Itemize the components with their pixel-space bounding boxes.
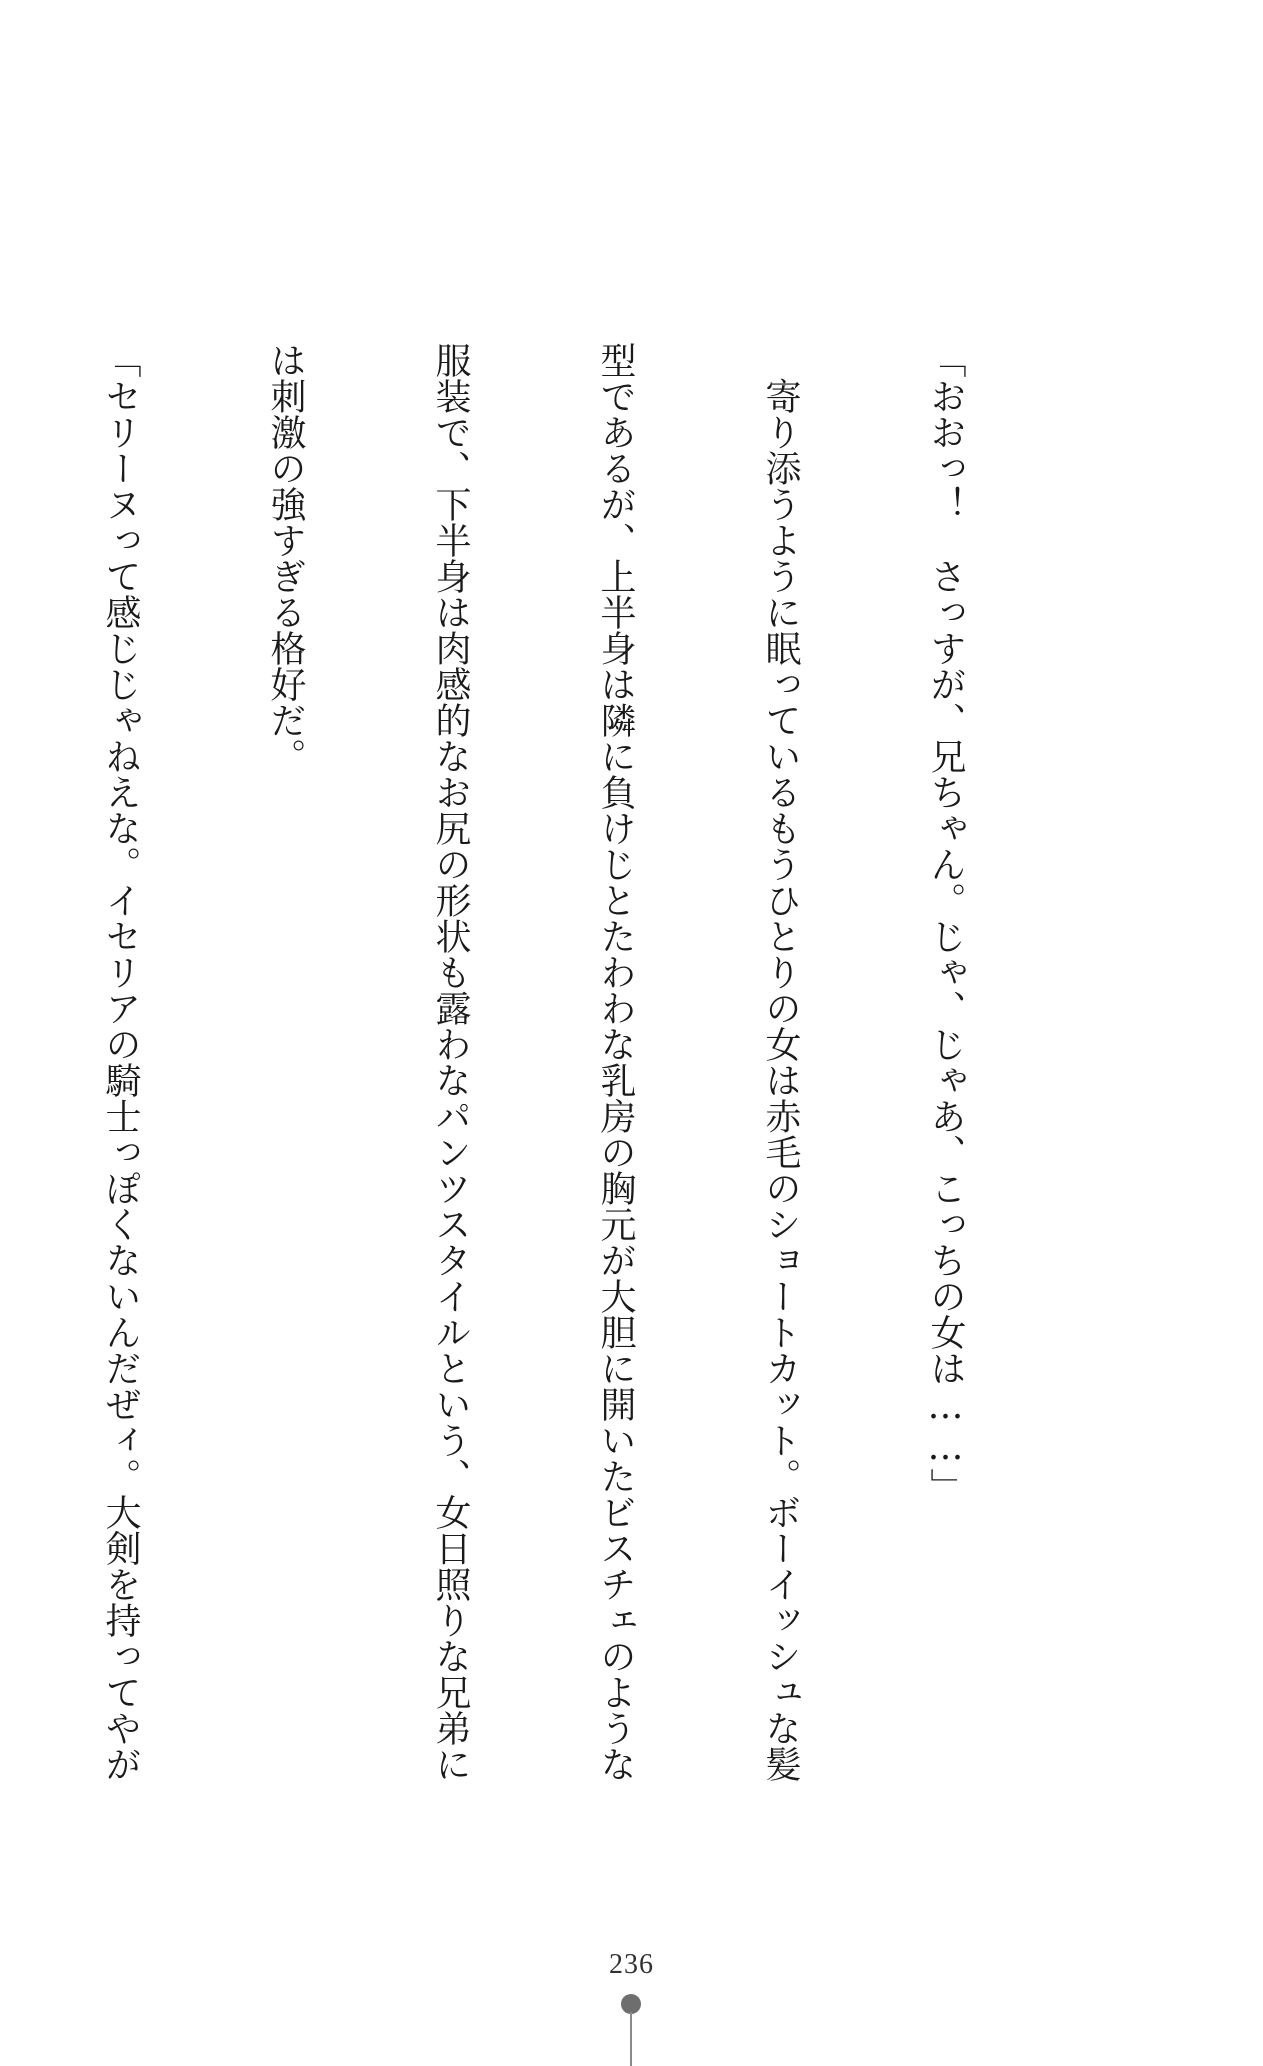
page-marker-line [630, 2012, 632, 2066]
page-marker-dot-icon [621, 1994, 641, 2014]
vertical-text-block [0, 342, 1083, 1782]
text-line: 「セリーヌって感じじゃねえな。イセリアの騎士っぽくないんだぜィ。大剣を持ってやが [100, 342, 141, 1782]
text-line: 寄り添うように眠っているもうひとりの女は赤毛のショートカット。ボーイッシュな髪 [760, 342, 801, 1782]
text-line: 「おおっ！ さっすが、兄ちゃん。じゃ、じゃあ、こっちの女は……」 [925, 342, 966, 1504]
text-line: 型であるが、上半身は隣に負けじとたわわな乳房の胸元が大胆に開いたビスチェのような [595, 342, 636, 1782]
text-line: は刺激の強すぎる格好だ。 [265, 342, 306, 774]
page-number: 236 [609, 1949, 654, 1980]
text-line: 服装で、下半身は肉感的なお尻の形状も露わなパンツスタイルという、女日照りな兄弟に [430, 342, 471, 1782]
